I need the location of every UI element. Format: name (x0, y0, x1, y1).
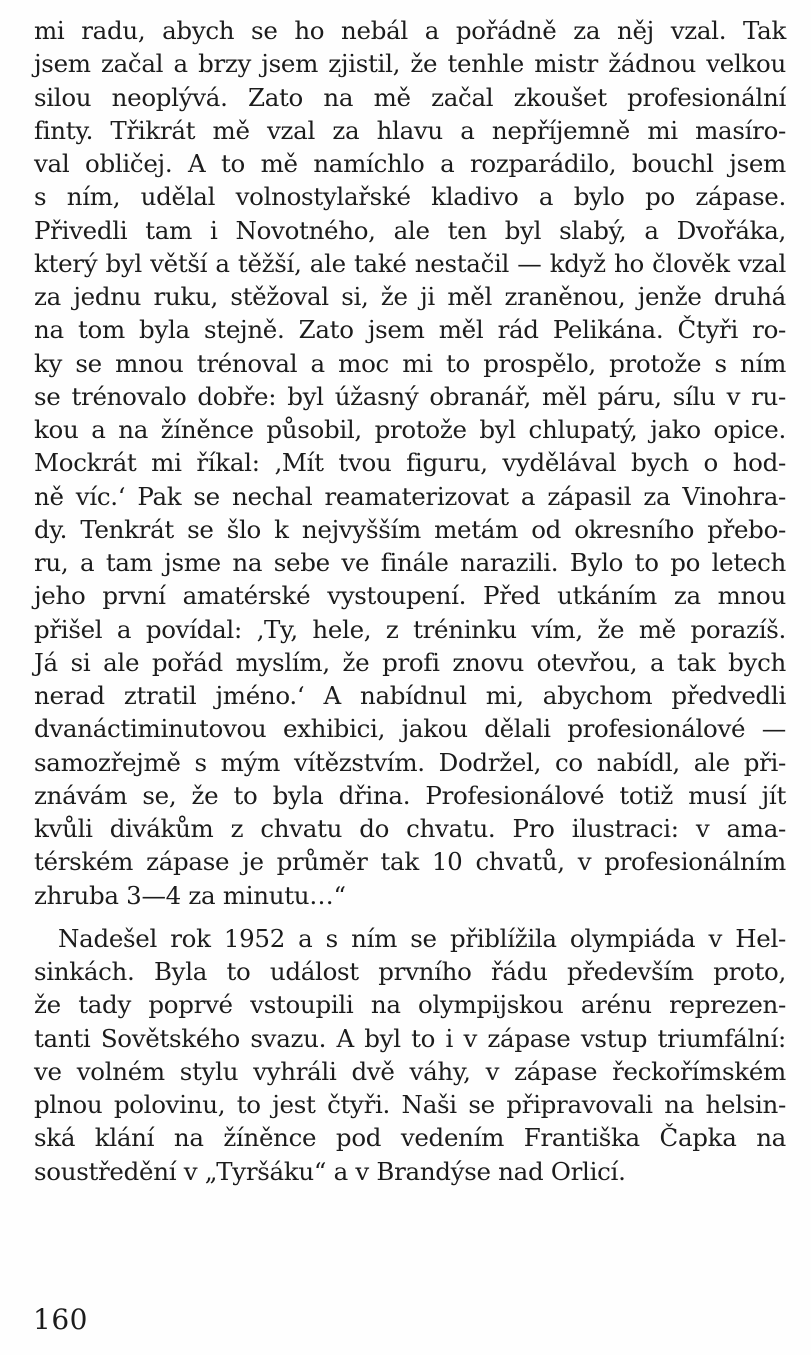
text-line: soustředění v „Tyršáku“ a v Brandýse nad Orlicí. (34, 1156, 626, 1186)
paragraph-2 (34, 922, 786, 1188)
text-line: dy. Tenkrát se šlo k nejvyšším metám od okresního přebo- (34, 514, 786, 544)
text-line: přišel a povídal: ‚Ty, hele, z tréninku vím, že mě porazíš. (34, 614, 786, 644)
text-line: Mockrát mi říkal: ‚Mít tvou figuru, vydělával bych o hod- (34, 448, 786, 478)
text-line: ve volném stylu vyhráli dvě váhy, v zápase řeckořímském (34, 1056, 786, 1086)
text-line: zhruba 3—4 za minutu…“ (34, 880, 346, 910)
text-line: sinkách. Byla to událost prvního řádu především proto, (34, 957, 786, 986)
text-line: Nadešel rok 1952 a s ním se přiblížila olympiáda v Hel- (58, 923, 786, 953)
body-text (34, 14, 786, 1188)
text-line: kou a na žíněnce působil, protože byl chlupatý, jako opice. (34, 415, 786, 444)
text-line: samozřejmě s mým vítězstvím. Dodržel, co nabídl, ale při- (34, 747, 786, 777)
text-line: ně víc.‘ Pak se nechal reamaterizovat a zápasil za Vinohra- (34, 481, 786, 511)
text-line: val obličej. A to mě namíchlo a rozparádilo, bouchl jsem (34, 149, 786, 178)
text-line: Já si ale pořád myslím, že profi znovu otevřou, a tak bych (34, 647, 786, 677)
paragraph-1 (34, 14, 786, 912)
text-line: kvůli divákům z chvatu do chvatu. Pro ilustraci: v ama- (34, 814, 786, 843)
text-line: jeho první amatérské vystoupení. Před utkáním za mnou (34, 581, 786, 611)
text-line: ky se mnou trénoval a moc mi to prospělo, protože s ním (34, 348, 786, 378)
text-line: který byl větší a těžší, ale také nestačil — když ho člověk vzal (34, 248, 786, 278)
text-line: térském zápase je průměr tak 10 chvatů, v profesionálním (34, 847, 786, 877)
text-line: za jednu ruku, stěžoval si, že ji měl zraněnou, jenže druhá (34, 282, 786, 311)
text-line: ská klání na žíněnce pod vedením Františka Čapka na (34, 1123, 786, 1153)
text-line: finty. Třikrát mě vzal za hlavu a nepříjemně mi masíro- (34, 115, 786, 145)
text-line: nerad ztratil jméno.‘ A nabídnul mi, abychom předvedli (34, 681, 786, 710)
text-line: že tady poprvé vstoupili na olympijskou arénu reprezen- (34, 990, 786, 1020)
text-line: s ním, udělal volnostylařské kladivo a bylo po zápase. (34, 182, 786, 212)
text-line: jsem začal a brzy jsem zjistil, že tenhle mistr žádnou velkou (34, 49, 786, 79)
text-line: plnou polovinu, to jest čtyři. Naši se připravovali na helsin- (34, 1090, 786, 1119)
page-number: 160 (33, 1303, 88, 1336)
text-line: tanti Sovětského svazu. A byl to i v zápase vstup triumfální: (34, 1023, 786, 1053)
text-line: ru, a tam jsme na sebe ve finále narazili. Bylo to po letech (34, 548, 786, 577)
text-line: na tom byla stejně. Zato jsem měl rád Pelikána. Čtyři ro- (34, 315, 786, 345)
text-line: Přivedli tam i Novotného, ale ten byl slabý, a Dvořáka, (34, 215, 786, 245)
text-line: se trénovalo dobře: byl úžasný obranář, měl páru, sílu v ru- (34, 381, 786, 411)
text-line: znávám se, že to byla dřina. Profesionálové totiž musí jít (34, 780, 786, 810)
text-line: dvanáctiminutovou exhibici, jakou dělali profesionálové — (34, 714, 786, 744)
text-line: silou neoplývá. Zato na mě začal zkoušet profesionální (34, 82, 786, 112)
text-line: mi radu, abych se ho nebál a pořádně za něj vzal. Tak (34, 16, 786, 45)
